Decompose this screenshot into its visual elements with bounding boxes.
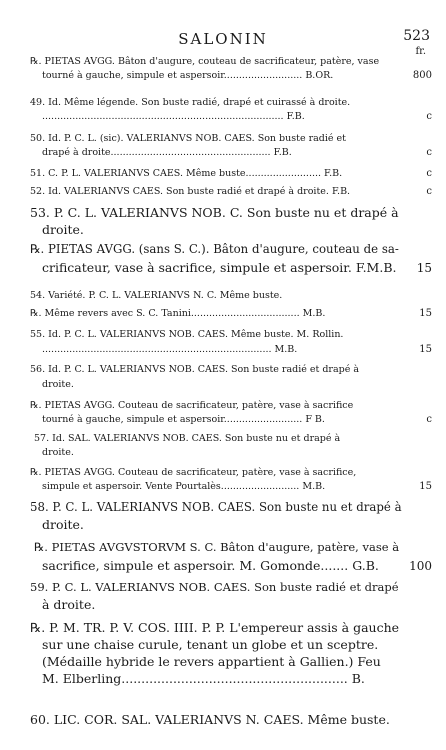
entry-line: 57. Id. SAL. VALERIANVS NOB. CAES. Son buste nu et drapé à (34, 433, 341, 444)
entry-price: c (426, 414, 432, 425)
entry-price: 100 (409, 559, 432, 573)
entry-line: ℞. P. M. TR. P. V. COS. IIII. P. P. L'empereur assis à gauche (30, 620, 400, 635)
entry-line: ............................................................................ M.B. (42, 344, 298, 355)
entry-line: 53. P. C. L. VALERIANVS NOB. C. Son buste nu et drapé à (30, 205, 399, 220)
entry-line: (Médaille hybride le revers appartient à Gallien.) Feu (42, 654, 381, 669)
entry-line: ℞. PIETAS AVGG. Couteau de sacrificateur, patère, vase à sacrifice (30, 400, 354, 411)
entry-line: 56. Id. P. C. L. VALERIANVS NOB. CAES. Son buste radié et drapé à (30, 364, 360, 375)
entry-price: c (426, 147, 432, 158)
entry-line: à droite. (42, 597, 96, 612)
entry-line: 60. LIC. COR. SAL. VALERIANVS N. CAES. Même buste. (30, 712, 390, 727)
entry-line: ................................................................................ F.B. (42, 111, 305, 122)
entry-line: ℞. PIETAS AVGG. Bâton d'augure, couteau de sacrificateur, patère, vase (30, 56, 380, 67)
entry-line: 58. P. C. L. VALERIANVS NOB. CAES. Son buste nu et drapé à (30, 500, 402, 514)
entry-price: 800 (412, 70, 432, 81)
page-title: SALONIN (178, 30, 268, 48)
entry-price: 15 (419, 481, 432, 492)
entry-line: drapé à droite..................................................... F.B. (42, 147, 292, 158)
entry-line: 55. Id. P. C. L. VALERIANVS NOB. CAES. Même buste. M. Rollin. (30, 329, 344, 340)
entry-line: 59. P. C. L. VALERIANVS NOB. CAES. Son buste radié et drapé (30, 580, 399, 594)
entry-line: ℞. PIETAS AVGVSTORVM S. C. Bâton d'augure, patère, vase à (34, 540, 400, 554)
entry-line: 54. Variété. P. C. L. VALERIANVS N. C. Même buste. (30, 290, 283, 301)
entry-line: crificateur, vase à sacrifice, simpule et aspersoir. F.M.B. (42, 260, 397, 275)
entry-line: tourné à gauche, simpule et aspersoir.......................... F B. (42, 414, 325, 425)
entry-line: 49. Id. Même légende. Son buste radié, drapé et cuirassé à droite. (30, 97, 351, 108)
entry-line: 50. Id. P. C. L. (sic). VALERIANVS NOB. CAES. Son buste radié et (30, 133, 347, 144)
entry-line: ℞. PIETAS AVGG. Couteau de sacrificateur, patère, vase à sacrifice, (30, 467, 357, 478)
entry-line: M. Elberling......................................................... B. (42, 671, 365, 686)
page-number: 523 (403, 28, 430, 44)
entry-price: 15 (419, 308, 432, 319)
entry-line: sacrifice, simpule et aspersoir. M. Gomonde....... G.B. (42, 558, 379, 573)
entry-line: droite. (42, 517, 84, 532)
entry-line: tourné à gauche, simpule et aspersoir.......................... B.OR. (42, 70, 334, 81)
price-unit-label: fr. (415, 46, 426, 57)
entry-price: 15 (419, 344, 432, 355)
entry-line: 51. C. P. L. VALERIANVS CAES. Même buste......................... F.B. (30, 168, 343, 179)
entry-line: 52. Id. VALERIANVS CAES. Son buste radié et drapé à droite. F.B. (30, 186, 351, 197)
entry-line: droite. (42, 447, 74, 458)
entry-line: ℞. PIETAS AVGG. (sans S. C.). Bâton d'augure, couteau de sa- (30, 242, 399, 256)
entry-line: droite. (42, 222, 84, 237)
entry-price: c (426, 186, 432, 197)
entry-line: sur une chaise curule, tenant un globe et un sceptre. (42, 637, 379, 652)
entry-price: 15 (416, 261, 432, 275)
entry-line: droite. (42, 379, 74, 390)
entry-line: ℞. Même revers avec S. C. Tanini.................................... M.B. (30, 308, 326, 319)
entry-line: simpule et aspersoir. Vente Pourtalès.......................... M.B. (42, 481, 326, 492)
entry-price: c (426, 111, 432, 122)
entry-price: c (426, 168, 432, 179)
